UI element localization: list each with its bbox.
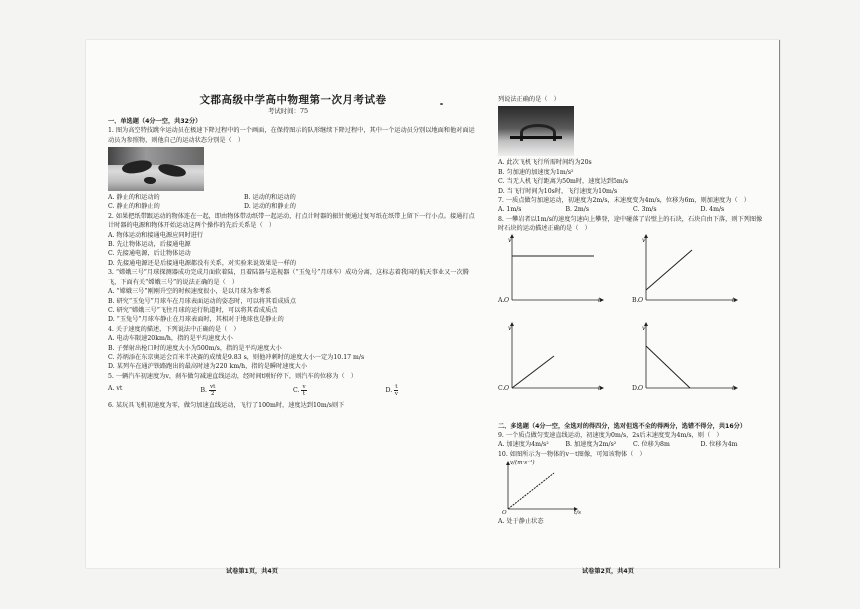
left-column <box>108 40 478 411</box>
question-5: 5. 一辆汽车初速度为v，刹车做匀减速直线运动，经时间t刚好停下，则汽车的位移为（ ） <box>108 372 357 380</box>
q7-options <box>498 205 768 214</box>
q10-graph-wrap <box>498 459 768 517</box>
q1-option-c: C. 静止的和静止的 <box>108 203 160 211</box>
q9-option-d: D. 位移为4m <box>700 441 738 449</box>
question-2: 2. 如果把纸带跟运动的物体连在一起，即由物体带动纸带一起运动，打点计时器的振针便通过复写纸在纸带上留下一行小点。接通打点计时器的电源和物体开始运动这两个操作的先后关系是（ ） <box>108 212 475 230</box>
q6-option-b: B. 匀加速的加速度为1m/s² <box>498 168 574 176</box>
q4-option-a: A. 电动车限速20km/h，指的是平均速度大小 <box>108 335 233 343</box>
graph-c-o: O <box>504 384 510 392</box>
q7-option-b: B. 2m/s <box>565 206 590 214</box>
exam-time: 考试时间：75 <box>268 107 309 116</box>
q3-option-a: A. “嫦娥三号”刚刚升空的时候速度很小，是以月球为参考系 <box>108 288 272 296</box>
q1-options <box>108 193 478 202</box>
graph-a-v: v <box>508 236 512 244</box>
toy-plane-photo <box>498 106 574 156</box>
q2-option-b: B. 先让物体运动，后接通电源 <box>108 241 191 249</box>
q6-option-a: A. 此次飞机飞行所需时间约为20s <box>498 159 592 167</box>
graph-c-v: v <box>508 324 512 332</box>
graph-d-v: v <box>642 324 646 332</box>
graph-b-label: B. <box>632 296 639 304</box>
q10-axis-o: O <box>502 510 507 517</box>
question-10: 10. 如图所示为一物体的v－t图像，可知该物体（ ） <box>498 450 646 458</box>
q6-option-d: D. 当飞行时间为10s时，飞行速度为10m/s <box>498 187 618 195</box>
q5-option-c: C. $\frac{v}{t}$ <box>293 384 306 398</box>
q5-b-fraction: $\frac{vt}{2}$ <box>209 384 216 398</box>
question-9: 9. 一个质点做匀变速直线运动，初速度为0m/s，2s后末速度变为4m/s，则（ ） <box>498 432 723 440</box>
graph-d-label: D. <box>632 384 639 392</box>
question-3: 3. “嫦娥三号”月球探测器成功完成月面软着陆，且着陆器与巡视器（“玉兔号”月球车）成功分离，这标志着我国的航天事业又一次腾飞，下面有关“嫦娥三号”的说法正确的是（ ） <box>108 269 469 286</box>
q2-option-c: C. 先接通电源，后让物体运动 <box>108 250 191 258</box>
footer-page-1: 试卷第1页，共4页 <box>226 568 278 575</box>
q10-axis-t: t/s <box>574 510 582 517</box>
q2-option-d: D. 先接通电源还是后接通电源都没有关系，对实验来说效果是一样的 <box>108 259 297 267</box>
q4-option-b: B. 子弹射出枪口时的速度大小为500m/s，指的是平均速度大小 <box>108 344 282 352</box>
question-7: 7. 一质点做匀加速运动，初速度为2m/s，末速度变为4m/s，位移为6m，则加速度为（ ） <box>498 197 750 205</box>
q5-c-fraction: $\frac{v}{t}$ <box>302 384 306 398</box>
graph-b <box>640 234 740 310</box>
exam-title: 文郡高级中学高中物理第一次月考试卷 <box>199 94 387 106</box>
q3-option-b: B. 研究“玉兔号”月球车在月球表面运动的姿态时，可以将其看成质点 <box>108 297 297 305</box>
graph-a-o: O <box>504 296 510 304</box>
graph-b-v: v <box>642 236 646 244</box>
right-column <box>498 40 768 527</box>
question-6-continued: 列说法正确的是（ ） <box>498 96 560 103</box>
question-4: 4. 关于速度的描述，下列说法中正确的是（ ） <box>108 325 240 333</box>
q7-option-a: A. 1m/s <box>498 206 522 214</box>
q5-option-a: A. vt <box>108 385 123 393</box>
skydivers-photo <box>108 147 204 191</box>
q5-d-fraction: $\frac{t}{v}$ <box>394 384 398 398</box>
question-6: 6. 某玩具飞机初速度为零，做匀加速直线运动，飞行了100m时，速度达到10m/s则下 <box>108 402 345 410</box>
q5-option-d: D. $\frac{t}{v}$ <box>385 384 398 398</box>
question-1: 1. 图为高空特技跳伞运动员在极速下降过程中的一个画面，在保持图示的队形继续下降过程中，其中一个运动员分别以地面和他对面运动员为参照物，则他自己的运动状态分别是（ ） <box>108 127 475 144</box>
section-single-choice: 一、单选题（4分一空，共32分） <box>108 117 202 125</box>
graph-c-label: C. <box>498 384 505 392</box>
section-multi-choice: 二、多选题（4分一空，全选对的得四分，选对但选不全的得两分，选错不得分，共16分） <box>498 422 747 430</box>
footer-page-2: 试卷第2页，共4页 <box>582 568 634 575</box>
q5-option-b: B. $\frac{vt}{2}$ <box>200 384 216 398</box>
q7-option-c: C. 3m/s <box>633 206 657 214</box>
q6-option-c: C. 当无人机飞行距离为50m时，速度达到5m/s <box>498 178 629 186</box>
graph-b-o: O <box>638 296 644 304</box>
q10-axis-v: v/(m·s⁻¹) <box>510 460 535 467</box>
graph-d-t: t <box>732 384 735 392</box>
graph-d-o: O <box>638 384 644 392</box>
q9-option-c: C. 位移为8m <box>633 441 670 449</box>
q9-option-a: A. 加速度为4m/s² <box>498 441 549 449</box>
q10-option-a: A. 处于静止状态 <box>498 518 544 526</box>
q4-option-c: C. 苏炳添在东京奥运会百米半决赛的成绩是9.83 s，则他冲刺时的速度大小一定为10.17 m/s <box>108 353 365 361</box>
q7-option-d: D. 4m/s <box>700 206 725 214</box>
graph-a <box>506 234 606 310</box>
q3-option-c: C. 研究“嫦娥三号”飞往月球的运行轨道时，可以将其看成质点 <box>108 306 278 314</box>
q9-options <box>498 440 768 449</box>
q1-option-a: A. 静止的和运动的 <box>108 194 160 202</box>
q4-option-d: D. 某列车在通沪铁路跑出的最高时速为220 km/h，指的是瞬时速度大小 <box>108 363 308 371</box>
q8-graphs <box>498 234 768 408</box>
q1-option-d: D. 运动的和静止的 <box>244 203 296 211</box>
q9-option-b: B. 加速度为2m/s² <box>565 441 617 449</box>
q1-option-b: B. 运动的和运动的 <box>244 194 296 202</box>
q2-option-a: A. 物体运动和接通电源应同时进行 <box>108 231 204 239</box>
graph-d <box>640 322 740 398</box>
graph-b-t: t <box>732 296 735 304</box>
q5-options <box>108 384 478 397</box>
graph-a-t: t <box>598 296 601 304</box>
graph-a-label: A. <box>498 296 505 304</box>
graph-c-t: t <box>598 384 601 392</box>
graph-c <box>506 322 606 398</box>
q3-option-d: D. “玉兔号”月球车静止在月球表面时，其相对于地球也是静止的 <box>108 316 284 324</box>
question-8: 8. 一攀岩者以1m/s的速度匀速向上攀登，途中碰落了岩壁上的石块，石块自由下落，则下列图像时石块的运动描述正确的是（ ） <box>498 215 763 233</box>
ink-mark <box>440 103 443 105</box>
exam-sheet <box>86 40 780 575</box>
